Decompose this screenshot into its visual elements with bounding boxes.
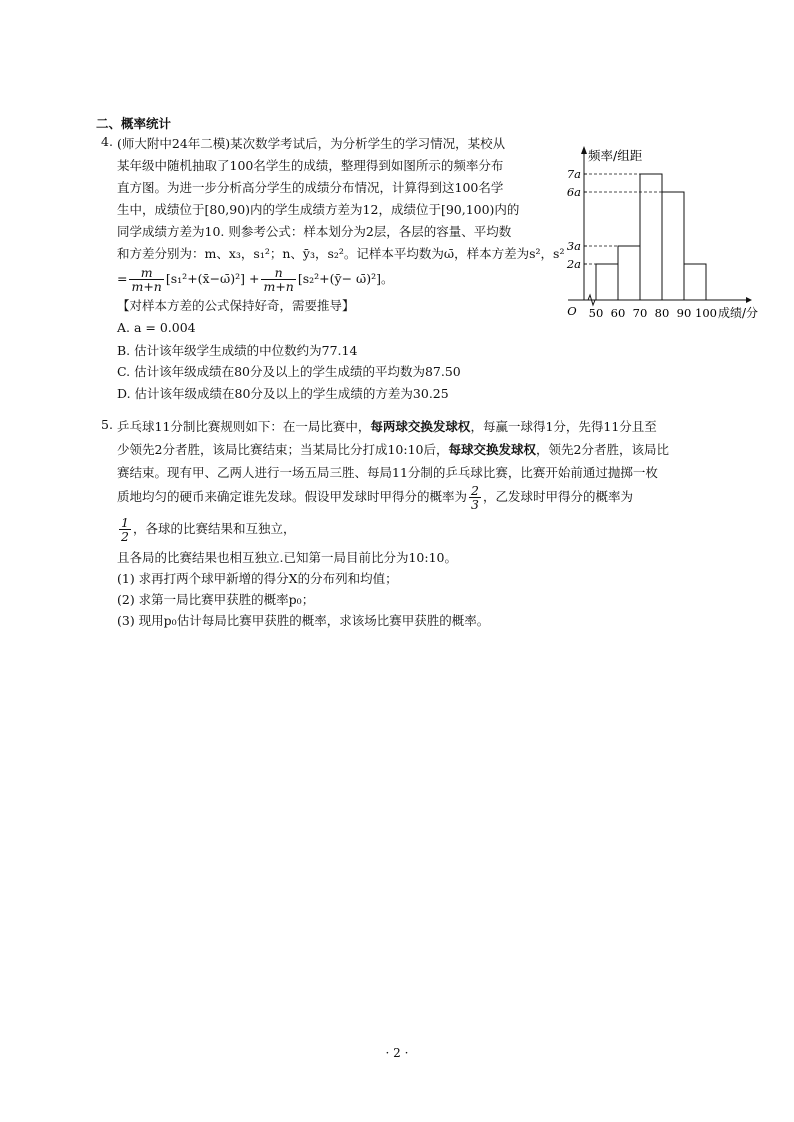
q4-line-6: 和方差分别为：m、x₃，s₁²；n、ȳ₃，s₂²。记样本平均数为ω̄，样本方差为s²，s² xyxy=(117,246,565,261)
q4-option-d: D. 估计该年级成绩在80分及以上的学生成绩的方差为30.25 xyxy=(117,386,449,401)
probability-fraction-two-thirds: $\frac{2}{3}$ xyxy=(471,483,479,512)
y-axis-arrow-icon xyxy=(581,146,587,154)
x-axis-title: 成绩/分 xyxy=(718,306,759,320)
formula-fraction-2: $\frac{n}{m+n}$ xyxy=(263,265,294,294)
q4-option-b: B. 估计该年级学生成绩的中位数约为77.14 xyxy=(117,343,358,358)
page-number: · 2 · xyxy=(385,1046,409,1060)
x-tick-label: 90 xyxy=(676,306,692,320)
histogram-bar xyxy=(684,264,706,300)
y-tick-label: 2a xyxy=(566,257,581,271)
q4-line-1: (师大附中24年二模)某次数学考试后，为分析学生的学习情况，某校从 xyxy=(117,136,506,151)
y-tick-label: 7a xyxy=(566,167,581,181)
x-tick-label: 50 xyxy=(588,306,604,320)
histogram-bar xyxy=(662,192,684,300)
histogram-bar xyxy=(640,174,662,300)
q4-number: 4. xyxy=(101,134,113,149)
y-axis-title: 频率/组距 xyxy=(588,148,643,163)
x-tick-label: 60 xyxy=(610,306,626,320)
q4-line-3: 直方图。为进一步分析高分学生的成绩分布情况，计算得到这100名学 xyxy=(117,180,504,195)
frequency-histogram xyxy=(554,138,776,328)
formula-equals: = xyxy=(117,271,128,286)
formula-term-2: [s₂²+(ȳ− ω̄)²]。 xyxy=(297,271,394,286)
x-tick-label: 80 xyxy=(654,306,670,320)
section-title: 二、概率统计 xyxy=(96,116,172,131)
y-tick-label: 3a xyxy=(566,239,581,253)
q4-line-5: 同学成绩方差为10. 则参考公式：样本划分为2层，各层的容量、平均数 xyxy=(117,224,512,239)
q5-number: 5. xyxy=(101,417,113,432)
q5-sub-2: (2) 求第一局比赛甲获胜的概率p₀； xyxy=(117,592,315,607)
q5-line-3: 赛结束。现有甲、乙两人进行一场五局三胜、每局11分制的乒乓球比赛，比赛开始前通过抛掷一枚 xyxy=(117,465,658,480)
histogram-bar xyxy=(596,264,618,300)
q5-line-1: 乒乓球11分制比赛规则如下：在一局比赛中，每两球交换发球权，每赢一球得1分，先得11分且至 xyxy=(117,419,657,434)
formula-term-1: [s₁²+(x̄−ω̄)²] + xyxy=(165,271,260,286)
q5-sub-3: (3) 现用p₀估计每局比赛甲获胜的概率，求该场比赛甲获胜的概率。 xyxy=(117,613,490,628)
formula-fraction-1: $\frac{m}{m+n}$ xyxy=(131,265,162,294)
q5-line-6: 且各局的比赛结果也相互独立.已知第一局目前比分为10:10。 xyxy=(117,550,457,565)
q4-option-c: C. 估计该年级成绩在80分及以上的学生成绩的平均数为87.50 xyxy=(117,364,461,379)
q5-line-4: 质地均匀的硬币来确定谁先发球。假设甲发球时甲得分的概率为 $\frac{2}{3}$ ，乙发球时甲得分的概率为 xyxy=(117,483,633,512)
emphasis-serve-rule-2: 每球交换发球权 xyxy=(448,442,536,457)
emphasis-serve-rule-1: 每两球交换发球权 xyxy=(370,419,471,434)
x-tick-label: 70 xyxy=(632,306,648,320)
x-tick-label: 100 xyxy=(695,306,717,320)
q5-line-2: 少领先2分者胜，该局比赛结束；当某局比分打成10:10后，每球交换发球权，领先2分者胜，该局比 xyxy=(117,442,669,457)
q4-option-a: A. a = 0.004 xyxy=(117,320,196,335)
histogram-bar xyxy=(618,246,640,300)
q4-line-2: 某年级中随机抽取了100名学生的成绩，整理得到如图所示的频率分布 xyxy=(117,158,504,173)
q5-line-5: $\frac{1}{2}$ ，各球的比赛结果和互独立， xyxy=(121,515,296,544)
q5-sub-1: (1) 求再打两个球甲新增的得分X的分布列和均值； xyxy=(117,571,398,586)
q4-line-4: 生中，成绩位于[80,90)内的学生成绩方差为12，成绩位于[90,100)内的 xyxy=(117,202,520,217)
probability-fraction-one-half: $\frac{1}{2}$ xyxy=(121,515,129,544)
q4-note: 【对样本方差的公式保持好奇，需要推导】 xyxy=(117,298,355,313)
x-axis-arrow-icon xyxy=(746,297,752,303)
y-tick-label: 6a xyxy=(566,185,581,199)
origin-label: O xyxy=(567,304,577,318)
q4-formula xyxy=(117,264,394,294)
